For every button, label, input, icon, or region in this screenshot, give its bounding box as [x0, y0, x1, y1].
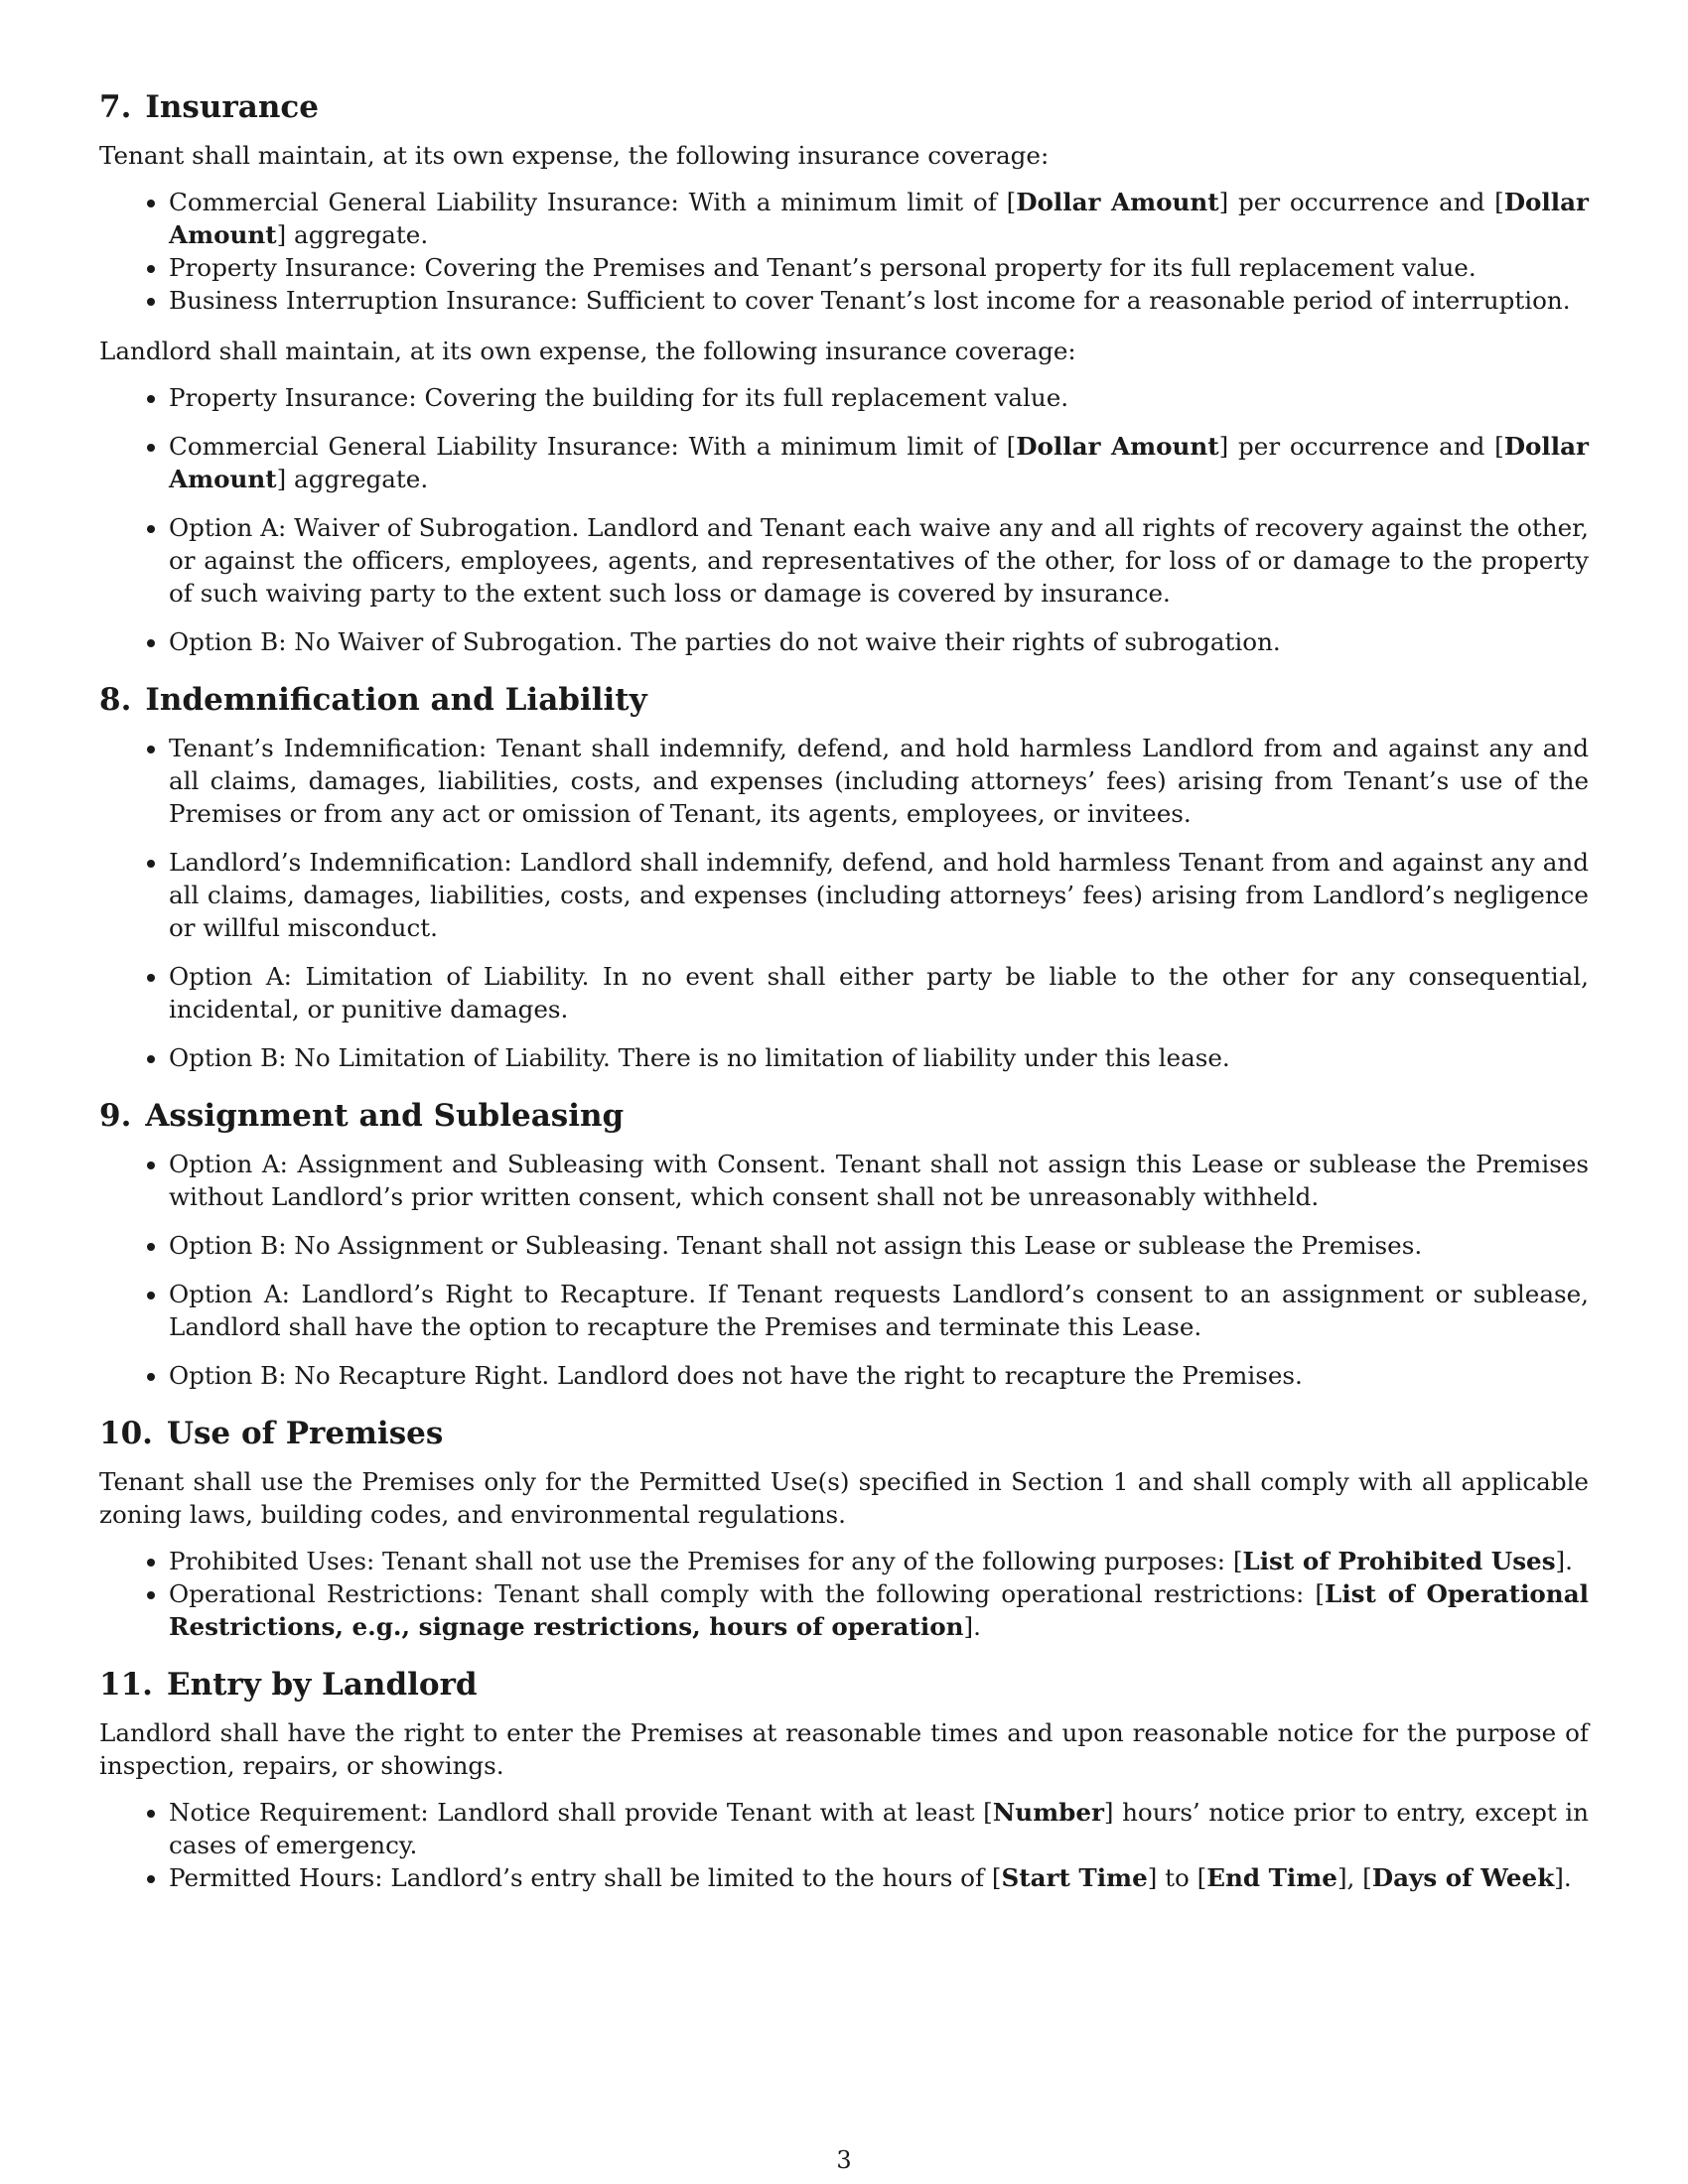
list-item: • Tenant’s Indemnification: Tenant shall indemnify, defend, and hold harmless Landlord from and against any and all claims, damages, liabilities, costs, and expenses (including attorneys’ fees) arising from Tenant’s use of the Premises or from any act or omission of Tenant, its agents, employees, or invitees. — [169, 732, 1589, 830]
tenant-insurance-list — [99, 186, 1589, 317]
section-number: 11. — [99, 1667, 153, 1703]
section-indemnification — [99, 680, 1589, 1074]
section-number: 8. — [99, 682, 132, 718]
section-use-of-premises — [99, 1414, 1589, 1643]
page-number: 3 — [836, 2146, 852, 2174]
use-restrictions-list — [99, 1545, 1589, 1643]
section-title: Assignment and Subleasing — [145, 1098, 625, 1134]
section-insurance — [99, 87, 1589, 658]
list-item: • Option A: Landlord’s Right to Recapture. If Tenant requests Landlord’s consent to an assignment or sublease, Landlord shall have the option to recapture the Premises and terminate this Lease. — [169, 1278, 1589, 1343]
paragraph: Tenant shall use the Premises only for the Permitted Use(s) specified in Section 1 and shall comply with all applicable zoning laws, building codes, and environmental regulations. — [99, 1467, 1589, 1529]
section-heading — [99, 680, 1589, 720]
list-item: • Commercial General Liability Insurance: With a minimum limit of [Dollar Amount] per occurrence and [Dollar Amount] aggregate. — [169, 186, 1589, 251]
entry-list — [99, 1796, 1589, 1894]
list-item: • Notice Requirement: Landlord shall provide Tenant with at least [Number] hours’ notice prior to entry, except in cases of emergency. — [169, 1796, 1589, 1861]
list-item: • Option A: Assignment and Subleasing with Consent. Tenant shall not assign this Lease or sublease the Premises without Landlord’s prior written consent, which consent shall not be unreasonably withheld. — [169, 1148, 1589, 1213]
list-item: • Property Insurance: Covering the building for its full replacement value. — [169, 381, 1589, 414]
placeholder-field: Dollar Amount — [169, 188, 1589, 249]
list-item: • Option A: Waiver of Subrogation. Landlord and Tenant each waive any and all rights of recovery against the other, or against the officers, employees, agents, and representatives of the other, for loss of or damage to the property of such waiving party to the extent such loss or damage is covered by insurance. — [169, 511, 1589, 610]
placeholder-field: List of Prohibited Uses — [1242, 1547, 1556, 1575]
section-title: Insurance — [145, 89, 319, 125]
section-heading — [99, 1096, 1589, 1136]
list-item: • Landlord’s Indemnification: Landlord shall indemnify, defend, and hold harmless Tenant from and against any and all claims, damages, liabilities, costs, and expenses (including attorneys’ fees) arising from Landlord’s negligence or willful misconduct. — [169, 846, 1589, 944]
section-number: 9. — [99, 1098, 132, 1134]
section-entry-by-landlord — [99, 1665, 1589, 1894]
list-item: • Option A: Limitation of Liability. In no event shall either party be liable to the other for any consequential, incidental, or punitive damages. — [169, 960, 1589, 1025]
section-title: Entry by Landlord — [166, 1667, 478, 1703]
placeholder-field: Dollar Amount — [1016, 188, 1219, 216]
placeholder-field: Dollar Amount — [169, 432, 1589, 493]
paragraph: Landlord shall have the right to enter the Premises at reasonable times and upon reasonable notice for the purpose of inspection, repairs, or showings. — [99, 1718, 1589, 1780]
document-page — [99, 87, 1589, 1916]
placeholder-field: End Time — [1206, 1863, 1337, 1892]
list-item: • Option B: No Assignment or Subleasing. Tenant shall not assign this Lease or sublease the Premises. — [169, 1229, 1589, 1262]
section-title: Indemnification and Liability — [145, 682, 647, 718]
section-title: Use of Premises — [166, 1416, 444, 1451]
section-number: 10. — [99, 1416, 153, 1451]
list-item: • Permitted Hours: Landlord’s entry shall be limited to the hours of [Start Time] to [End Time], [Days of Week]. — [169, 1861, 1589, 1894]
placeholder-field: Dollar Amount — [1016, 432, 1219, 461]
list-item: • Prohibited Uses: Tenant shall not use the Premises for any of the following purposes: [List of Prohibited Uses]. — [169, 1545, 1589, 1577]
section-heading — [99, 1665, 1589, 1705]
placeholder-field: Number — [992, 1798, 1104, 1827]
paragraph: Tenant shall maintain, at its own expense, the following insurance coverage: — [99, 141, 1050, 170]
list-item: • Option B: No Recapture Right. Landlord does not have the right to recapture the Premises. — [169, 1359, 1589, 1392]
list-item: • Commercial General Liability Insurance: With a minimum limit of [Dollar Amount] per occurrence and [Dollar Amount] aggregate. — [169, 430, 1589, 495]
section-heading — [99, 1414, 1589, 1453]
list-item: • Business Interruption Insurance: Sufficient to cover Tenant’s lost income for a reasonable period of interruption. — [169, 284, 1589, 317]
placeholder-field: List of Operational Restrictions, e.g., signage restrictions, hours of operation — [169, 1579, 1589, 1641]
list-item: • Operational Restrictions: Tenant shall comply with the following operational restrictions: [List of Operational Restrictions, e.g., signage restrictions, hours of operation]. — [169, 1577, 1589, 1643]
paragraph: Landlord shall maintain, at its own expense, the following insurance coverage: — [99, 337, 1076, 365]
assignment-list — [99, 1148, 1589, 1392]
indemnification-list — [99, 732, 1589, 1074]
landlord-insurance-list — [99, 381, 1589, 658]
list-item: • Option B: No Limitation of Liability. There is no limitation of liability under this lease. — [169, 1041, 1589, 1074]
section-heading — [99, 87, 1589, 127]
list-item: • Property Insurance: Covering the Premises and Tenant’s personal property for its full replacement value. — [169, 251, 1589, 284]
list-item: • Option B: No Waiver of Subrogation. The parties do not waive their rights of subrogation. — [169, 625, 1589, 658]
placeholder-field: Start Time — [1001, 1863, 1148, 1892]
section-assignment — [99, 1096, 1589, 1392]
placeholder-field: Days of Week — [1371, 1863, 1555, 1892]
section-number: 7. — [99, 89, 132, 125]
